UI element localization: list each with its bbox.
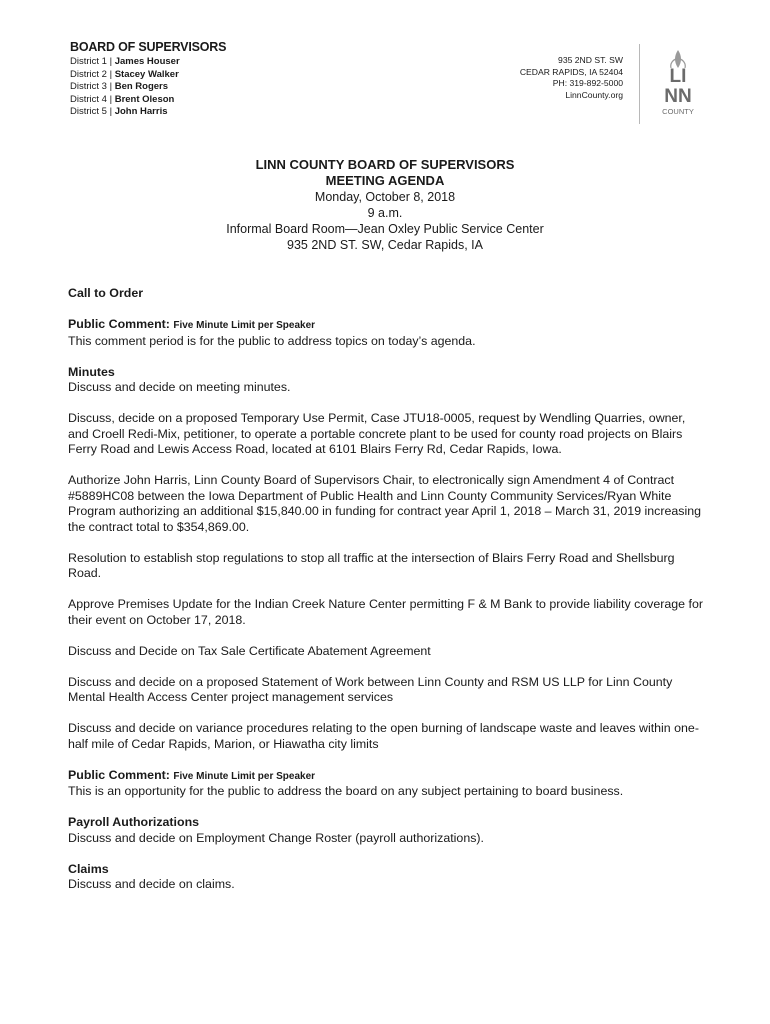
public-comment-section-2 <box>68 768 708 800</box>
svg-text:LI: LI <box>669 66 687 87</box>
district-1: District 1 | James Houser <box>70 56 180 67</box>
agenda-item-tax-sale: Discuss and Decide on Tax Sale Certificate Abatement Agreement <box>68 643 431 658</box>
supervisor-name: Stacey Walker <box>114 68 179 80</box>
svg-text:COUNTY: COUNTY <box>662 107 694 116</box>
board-title: BOARD OF SUPERVISORS <box>70 40 227 54</box>
meeting-date: Monday, October 8, 2018 <box>314 190 456 204</box>
district-2: District 2 | Stacey Walker <box>70 68 179 80</box>
district-4: District 4 | Brent Oleson <box>70 93 175 105</box>
page-title: LINN COUNTY BOARD OF SUPERVISORS <box>255 157 515 172</box>
agenda-title-block <box>0 157 770 253</box>
meeting-time: 9 a.m. <box>367 206 403 220</box>
supervisor-name: John Harris <box>114 106 168 117</box>
agenda-item-temporary-use-permit: Discuss, decide on a proposed Temporary Use Permit, Case JTU18-0005, request by Wendling Quarries, owner, and Croell Redi-Mix, petitioner, to operate a portable concrete plant to be used for county road projects on Blairs Ferry Road and Lewis Access Road, located at 6101 Blairs Ferry Rd, Cedar Rapids, Iowa. <box>68 411 686 456</box>
minutes-section <box>68 365 708 396</box>
address-city: CEDAR RAPIDS, IA 52404 <box>519 66 623 77</box>
claims-section <box>68 862 708 893</box>
address-phone: PH: 319-892-5000 <box>552 78 623 88</box>
district-3: District 3 | Ben Rogers <box>70 81 169 92</box>
public-comment-section <box>68 317 708 349</box>
agenda-item-contract-amendment: Authorize John Harris, Linn County Board of Supervisors Chair, to electronically sign Amendment 4 of Contract #5889HC08 between the Iowa Department of Public Health and Linn County Community Services/Ryan White Program authorizing an additional $15,840.00 in funding for contract year April 1, 2018 – March 31, 2019 increasing the contract total to $354,869.00. <box>68 473 702 534</box>
payroll-text: Discuss and decide on Employment Change Roster (payroll authorizations). <box>68 830 484 845</box>
board-of-supervisors-block <box>70 40 330 119</box>
agenda-item-statement-of-work: Discuss and decide on a proposed Statement of Work between Linn County and RSM US LLP for Linn County Mental Health Access Center project management services <box>68 674 673 704</box>
public-comment-note: Five Minute Limit per Speaker <box>173 320 316 331</box>
minutes-text: Discuss and decide on meeting minutes. <box>68 380 291 394</box>
agenda-body <box>68 286 708 908</box>
svg-text:NN: NN <box>664 86 692 107</box>
meeting-address: 935 2ND ST. SW, Cedar Rapids, IA <box>287 238 483 252</box>
header-divider <box>639 44 640 124</box>
agenda-item-stop-regulations: Resolution to establish stop regulations to stop all traffic at the intersection of Blairs Ferry Road and Shellsburg Road. <box>68 550 675 580</box>
public-comment-heading: Public Comment: <box>68 767 170 782</box>
address-web: LinnCounty.org <box>565 89 623 100</box>
supervisor-name: James Houser <box>114 56 180 67</box>
claims-heading: Claims <box>68 861 109 876</box>
linn-county-logo <box>656 44 700 116</box>
public-comment-note: Five Minute Limit per Speaker <box>173 770 316 782</box>
linn-county-logo-mark <box>656 44 700 116</box>
public-comment-text: This comment period is for the public to address topics on today’s agenda. <box>68 333 476 348</box>
county-address <box>470 55 623 101</box>
page-subtitle: MEETING AGENDA <box>325 173 445 188</box>
address-street: 935 2ND ST. SW <box>558 55 623 65</box>
minutes-heading: Minutes <box>68 364 115 379</box>
district-5: District 5 | John Harris <box>70 106 168 117</box>
agenda-item-open-burning: Discuss and decide on variance procedures relating to the open burning of landscape waste and leaves within one-half mile of Cedar Rapids, Marion, or Hiawatha city limits <box>68 721 699 751</box>
supervisor-name: Brent Oleson <box>114 93 175 105</box>
agenda-item-premises-update: Approve Premises Update for the Indian Creek Nature Center permitting F & M Bank to provide liability coverage for their event on October 17, 2018. <box>68 597 703 627</box>
claims-text: Discuss and decide on claims. <box>68 877 235 891</box>
payroll-heading: Payroll Authorizations <box>68 815 200 829</box>
meeting-location: Informal Board Room—Jean Oxley Public Service Center <box>226 222 544 236</box>
payroll-section <box>68 815 708 846</box>
public-comment-heading: Public Comment: <box>68 317 170 331</box>
supervisor-name: Ben Rogers <box>114 81 169 92</box>
call-to-order-heading: Call to Order <box>68 286 144 300</box>
public-comment-text: This is an opportunity for the public to address the board on any subject pertaining to board business. <box>68 784 624 798</box>
